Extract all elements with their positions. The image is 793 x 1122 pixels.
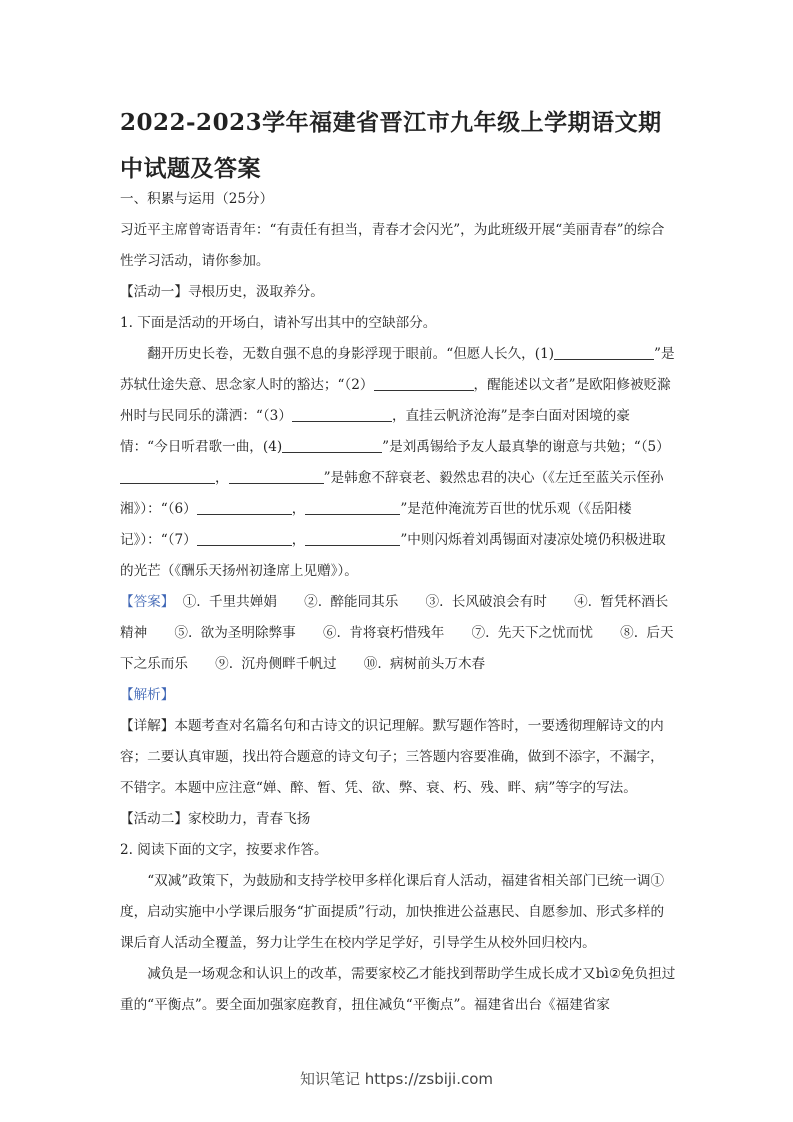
intro-paragraph: 习近平主席曾寄语青年：“有责任有担当，青春才会闪光”，为此班级开展“美丽青春”的综合性学习活动，请你参加。 xyxy=(120,222,665,269)
document-title: 2022-2023学年福建省晋江市九年级上学期语文期中试题及答案 xyxy=(120,109,662,182)
answer-text: ①. 千里共婵娟 ②. 醉能同其乐 ③. 长风破浪会有时 ④. 暂凭杯酒长精神 ⑤. 欲为圣明除弊事 ⑥. 肯将衰朽惜残年 ⑦. 先天下之忧而忧 ⑧. 后天下之乐而乐 ⑨. 沉舟侧畔千帆过 ⑩. 病树前头万木春 xyxy=(120,594,674,672)
passage-paragraph-1: “双减”政策下，为鼓励和支持学校甲多样化课后育人活动，福建省相关部门已统一调①度，启动实施中小学课后服务“扩面提质”行动，加快推进公益惠民、自愿参加、形式多样的课后育人活动全覆盖，努力让学生在校内学足学好，引导学生从校外回归校内。 xyxy=(120,873,665,951)
blank-4 xyxy=(282,438,382,453)
blank-7b xyxy=(305,531,400,546)
activity-one-heading: 【活动一】寻根历史，汲取养分。 xyxy=(120,284,324,300)
blank-1 xyxy=(554,345,654,360)
document-body xyxy=(120,184,676,1021)
blank-6b xyxy=(305,500,400,515)
question-one-passage: 翻开历史长卷，无数自强不息的身影浮现于眼前。“但愿人长久，(1) ”是苏轼仕途失意、思念家人时的豁达；“（2） ，醒能述以文者”是欧阳修被贬滁州时与民同乐的潇洒：“（3） ，直挂云帆济沧海”是李白面对困境的豪情：“今日听君歌一曲，(4) ”是刘禹锡给予友人最真挚的谢意与共勉；“（5）， ”是韩愈不辞衰老、毅然忠君的决心（《左迁至蓝关示侄孙湘》）：“（6） ， ”是范仲淹流芳百世的忧乐观（《岳阳楼记》）：“（7） ， ”中则闪烁着刘禹锡面对凄凉处境仍积极进取的光芒（《酬乐天扬州初逢席上见赠》）。 xyxy=(120,346,675,579)
footer-watermark: 知识笔记 https://zsbiji.com xyxy=(299,1070,494,1088)
blank-3 xyxy=(292,407,392,422)
blank-5b xyxy=(229,469,324,484)
answer-block xyxy=(120,587,676,680)
section-heading: 一、积累与运用（25分） xyxy=(120,191,274,207)
activity-two-heading: 【活动二】家校助力，青春飞扬 xyxy=(120,811,311,827)
blank-6a xyxy=(197,500,292,515)
blank-7a xyxy=(197,531,292,546)
question-one: 1. 下面是活动的开场白，请补写出其中的空缺部分。 xyxy=(120,315,437,331)
blank-5a xyxy=(120,469,215,484)
passage-paragraph-2: 减负是一场观念和认识上的改革，需要家校乙才能找到帮助学生成长成才又bì②免负担过重的“平衡点”。要全面加强家庭教育，扭住减负“平衡点”。福建省出台《福建省家 xyxy=(120,966,676,1013)
analysis-label: 【解析】 xyxy=(120,687,175,703)
question-two: 2. 阅读下面的文字，按要求作答。 xyxy=(120,842,328,858)
blank-2 xyxy=(374,376,474,391)
answer-label: 【答案】 xyxy=(120,594,175,610)
detail-paragraph: 【详解】本题考查对名篇名句和古诗文的识记理解。默写题作答时，一要透彻理解诗文的内容；二要认真审题，找出符合题意的诗文句子；三答题内容要准确，做到不添字，不漏字，不错字。本题中应注意“婵、醉、暂、凭、欲、弊、衰、朽、残、畔、病”等字的写法。 xyxy=(120,718,664,796)
